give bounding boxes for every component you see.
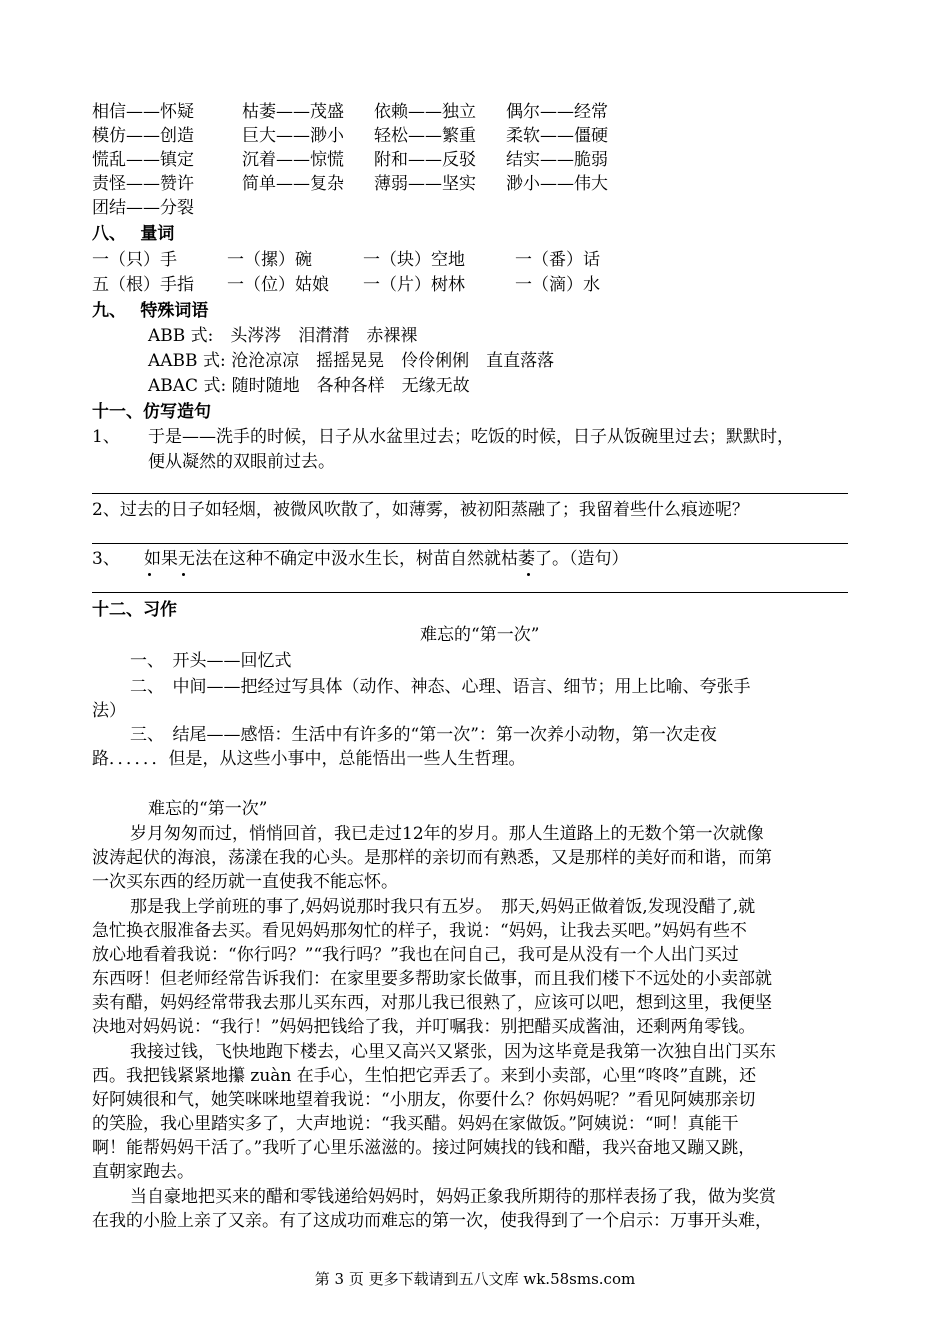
antonym-pair: 渺小——伟大: [506, 174, 608, 194]
emphasis-dot: [148, 573, 151, 576]
essay-line: 当自豪地把买来的醋和零钱递给妈妈时，妈妈正象我所期待的那样表扬了我，做为奖赏: [130, 1187, 776, 1207]
antonym-pair: 团结——分裂: [92, 198, 194, 218]
essay-line: 放心地看着我说：“你行吗？”“我行吗？”我也在问自己，我可是从没有一个人出门买过: [92, 945, 739, 965]
antonym-row: [92, 196, 194, 220]
answer-line: [92, 592, 848, 593]
outline-1: 一、 开头——回忆式: [130, 651, 292, 671]
essay-line: 东西呀！但老师经常告诉我们：在家里要多帮助家长做事，而且我们楼下不远处的小卖部就: [92, 969, 772, 989]
measure-word: 一（位）姑娘: [227, 275, 329, 295]
item-2-text: 2、过去的日子如轻烟，被微风吹散了，如薄雾，被初阳蒸融了；我留着些什么痕迹呢？: [92, 500, 749, 520]
essay-line: 啊！能帮妈妈干活了。”我听了心里乐滋滋的。接过阿姨找的钱和醋，我兴奋地又蹦又跳，: [92, 1138, 756, 1158]
outline-3: 三、 结尾——感悟：生活中有许多的“第一次”：第一次养小动物，第一次走夜: [130, 725, 717, 745]
composition-title: 难忘的“第一次”: [420, 625, 540, 645]
antonym-pair: 简单——复杂: [242, 174, 344, 194]
antonym-pair: 模仿——创造: [92, 126, 194, 146]
antonym-pair: 巨大——渺小: [242, 126, 344, 146]
item-3-text: 如果无法在这种不确定中汲水生长，树苗自然就枯萎了。（造句）: [144, 549, 629, 569]
essay-line: 急忙换衣服准备去买。看见妈妈那匆忙的样子，我说：“妈妈，让我去买吧。”妈妈有些不: [92, 921, 747, 941]
item-3-number: 3、: [92, 549, 120, 569]
special-words-aabb: AABB 式: 沧沧凉凉 摇摇晃晃 伶伶俐俐 直直落落: [148, 351, 555, 371]
outline-2-cont: 法）: [92, 701, 126, 721]
measure-word: 一（片）树林: [363, 275, 465, 295]
essay-line: 在我的小脸上亲了又亲。有了这成功而难忘的第一次，使我得到了一个启示：万事开头难，: [92, 1211, 772, 1231]
section-11-heading: 十一、仿写造句: [92, 402, 211, 422]
antonym-row: [92, 100, 608, 124]
special-words-abb: ABB 式: 头涔涔 泪潸潸 赤裸裸: [148, 326, 418, 346]
antonym-pair: 依赖——独立: [374, 102, 476, 122]
antonym-pair: 慌乱——镇定: [92, 150, 194, 170]
antonym-pair: 附和——反驳: [374, 150, 476, 170]
antonym-pair: 结实——脆弱: [506, 150, 608, 170]
antonym-pair: 偶尔——经常: [506, 102, 608, 122]
measure-word: 一（只）手: [92, 250, 177, 270]
antonym-pair: 沉着——惊慌: [242, 150, 344, 170]
measure-word: 五（根）手指: [92, 275, 194, 295]
section-12-heading: 十二、习作: [92, 600, 177, 620]
essay-line: 好阿姨很和气，她笑咪咪地望着我说：“小朋友，你要什么？你妈妈呢？”看见阿姨那亲切: [92, 1090, 756, 1110]
measure-word-row: [92, 248, 600, 272]
antonym-pair: 相信——怀疑: [92, 102, 194, 122]
antonym-pair: 责怪——赞许: [92, 174, 194, 194]
antonym-pair: 柔软——僵硬: [506, 126, 608, 146]
essay-line: 直朝家跑去。: [92, 1162, 194, 1182]
essay-line: 岁月匆匆而过，悄悄回首，我已走过12年的岁月。那人生道路上的无数个第一次就像: [130, 824, 764, 844]
item-1-text: 于是——洗手的时候，日子从水盆里过去；吃饭的时候，日子从饭碗里过去；默默时，: [148, 427, 794, 447]
measure-word: 一（块）空地: [363, 250, 465, 270]
special-words-abac: ABAC 式: 随时随地 各种各样 无缘无故: [148, 376, 470, 396]
section-8-heading: 八、 量词: [92, 224, 175, 244]
essay-line: 波涛起伏的海浪，荡漾在我的心头。是那样的亲切而有熟悉，又是那样的美好而和谐，而第: [92, 848, 772, 868]
section-9-heading: 九、 特殊词语: [92, 301, 209, 321]
antonym-row: [92, 124, 608, 148]
antonym-pair: 薄弱——坚实: [374, 174, 476, 194]
essay-title: 难忘的“第一次”: [148, 799, 268, 819]
answer-line: [92, 493, 848, 494]
item-1-text-cont: 便从凝然的双眼前过去。: [148, 452, 335, 472]
page-footer: 第 3 页 更多下载请到五八文库 wk.58sms.com: [314, 1270, 636, 1288]
essay-line: 一次买东西的经历就一直使我不能忘怀。: [92, 872, 398, 892]
measure-word: 一（滴）水: [515, 275, 600, 295]
measure-word-row: [92, 273, 600, 297]
measure-word: 一（摞）碗: [227, 250, 312, 270]
item-1-number: 1、: [92, 427, 120, 447]
answer-line: [92, 543, 848, 544]
essay-line: 决地对妈妈说：“我行！”妈妈把钱给了我，并叮嘱我：别把醋买成酱油，还剩两角零钱。: [92, 1017, 756, 1037]
essay-line: 那是我上学前班的事了,妈妈说那时我只有五岁。 那天,妈妈正做着饭,发现没醋了,就: [130, 897, 756, 917]
essay-line: 我接过钱，飞快地跑下楼去，心里又高兴又紧张，因为这毕竟是我第一次独自出门买东: [130, 1042, 776, 1062]
measure-word: 一（番）话: [515, 250, 600, 270]
antonym-pair: 轻松——繁重: [374, 126, 476, 146]
essay-line: 卖有醋，妈妈经常带我去那儿买东西，对那儿我已很熟了，应该可以吧，想到这里，我便坚: [92, 993, 772, 1013]
emphasis-dot: [527, 573, 530, 576]
antonym-row: [92, 172, 608, 196]
outline-2: 二、 中间——把经过写具体（动作、神态、心理、语言、细节；用上比喻、夸张手: [130, 677, 751, 697]
emphasis-dot: [182, 573, 185, 576]
essay-line: 西。我把钱紧紧地攥 zuàn 在手心，生怕把它弄丢了。来到小卖部，心里“咚咚”直跳，还: [92, 1066, 757, 1086]
antonym-row: [92, 148, 608, 172]
outline-3-cont: 路．．．．．．但是，从这些小事中，总能悟出一些人生哲理。: [92, 749, 526, 769]
antonym-pair: 枯萎——茂盛: [242, 102, 344, 122]
essay-line: 的笑脸，我心里踏实多了，大声地说：“我买醋。妈妈在家做饭。”阿姨说：“呵！真能干: [92, 1114, 739, 1134]
